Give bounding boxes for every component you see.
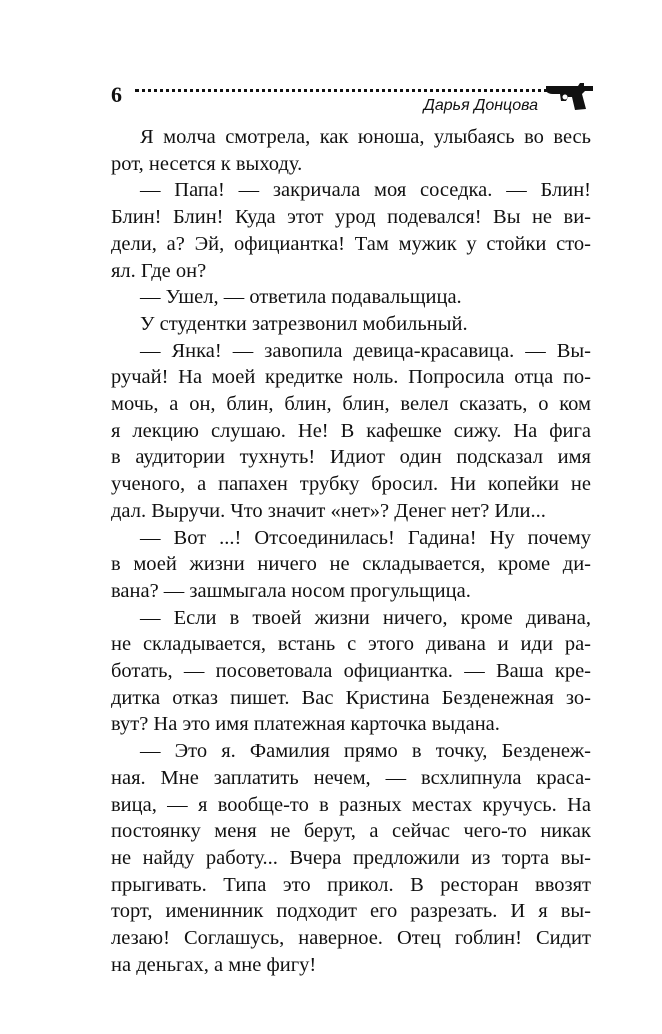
text-line: постоянку меня не берут, а сейчас чего-то никак xyxy=(111,820,591,843)
text-line: не найду работу... Вчера предложили из торта вы- xyxy=(111,846,591,869)
dotted-rule xyxy=(135,89,555,92)
text-line: не складывается, встань с этого дивана и иди ра- xyxy=(111,633,591,656)
text-line: на деньгах, а мне фигу! xyxy=(111,953,317,976)
text-line: в аудитории тухнуть! Идиот один подсказал имя xyxy=(111,446,591,469)
text-line: — Если в твоей жизни ничего, кроме дивана, xyxy=(140,606,591,629)
text-line: дал. Выручи. Что значит «нет»? Денег нет? Или... xyxy=(111,499,546,522)
text-line: лезаю! Соглашусь, наверное. Отец гоблин! Сидит xyxy=(111,927,591,950)
text-line: вана? — зашмыгала носом прогульщица. xyxy=(111,579,471,602)
author-name: Дарья Донцова xyxy=(423,97,538,114)
text-line: — Янка! — завопила девица-красавица. — Вы- xyxy=(140,339,591,362)
text-line: я лекцию слушаю. Не! В кафешке сижу. На фига xyxy=(111,419,591,442)
text-line: — Ушел, — ответила подавальщица. xyxy=(140,286,462,309)
text-line: вица, — я вообще-то в разных местах кручусь. На xyxy=(111,793,591,816)
text-line: рот, несется к выходу. xyxy=(111,152,303,175)
text-line: ручай! На моей кредитке ноль. Попросила отца по- xyxy=(111,366,591,389)
text-line: — Папа! — закричала моя соседка. — Блин! xyxy=(140,179,591,202)
text-line: — Вот ...! Отсоединилась! Гадина! Ну почему xyxy=(140,526,591,549)
text-line: ная. Мне заплатить нечем, — всхлипнула краса- xyxy=(111,766,591,789)
text-line: У студентки затрезвонил мобильный. xyxy=(140,312,468,335)
page-number: 6 xyxy=(111,82,122,107)
text-line: прыгивать. Типа это прикол. В ресторан ввозят xyxy=(111,873,591,896)
text-line: ботать, — посоветовала официантка. — Ваша кре- xyxy=(111,660,591,683)
revolver-icon xyxy=(544,80,596,112)
text-line: дитка отказ пишет. Вас Кристина Безденежная зо- xyxy=(111,686,591,709)
running-header xyxy=(111,80,596,116)
text-line: ученого, а папахен трубку бросил. Ни копейки не xyxy=(111,473,591,496)
text-line: — Это я. Фамилия прямо в точку, Безденеж- xyxy=(140,740,591,763)
text-line: торт, именинник подходит его разрезать. И я вы- xyxy=(111,900,591,923)
text-line: дели, а? Эй, официантка! Там мужик у стойки сто- xyxy=(111,232,591,255)
text-line: в моей жизни ничего не складывается, кроме ди- xyxy=(111,553,591,576)
body-text xyxy=(111,124,591,979)
text-line: мочь, а он, блин, блин, блин, велел сказать, о ком xyxy=(111,393,591,416)
text-line: ял. Где он? xyxy=(111,259,207,282)
text-line: Блин! Блин! Куда этот урод подевался! Вы не ви- xyxy=(111,206,591,229)
text-line: вут? На это имя платежная карточка выдана. xyxy=(111,713,500,736)
text-line: Я молча смотрела, как юноша, улыбаясь во весь xyxy=(140,126,591,148)
